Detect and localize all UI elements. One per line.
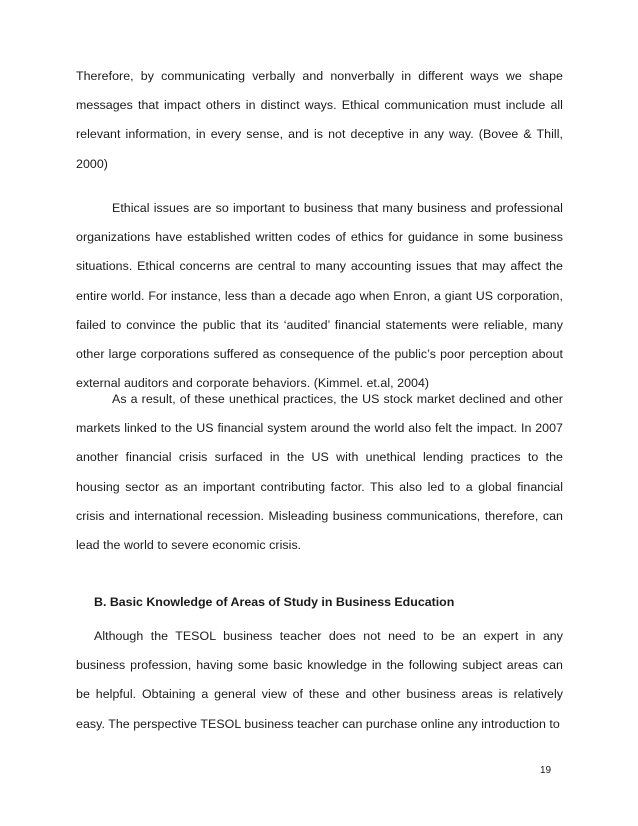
section-heading: B. Basic Knowledge of Areas of Study in Business Education (94, 595, 455, 609)
paragraph-unethical-practices: As a result, of these unethical practices, the US stock market declined and other markets linked to the US financial system around the world also felt the impact. In 2007 another financial crisis surfaced in the US with unethical lending practices to the housing sector as an important contributing factor. This also led to a global financial crisis and international recession. Misleading business communications, therefore, can lead the world to severe economic crisis. (76, 392, 563, 553)
paragraph-tesol-teacher: Although the TESOL business teacher does not need to be an expert in any business profession, having some basic knowledge in the following subject areas can be helpful. Obtaining a general view of these and other business areas is relatively easy. The perspective TESOL business teacher can purchase online any introduction to (76, 629, 563, 731)
page-number: 19 (540, 765, 552, 776)
paragraph-ethical-issues: Ethical issues are so important to business that many business and professional organizations have established written codes of ethics for guidance in some business situations. Ethical concerns are central to many accounting issues that may affect the entire world. For instance, less than a decade ago when Enron, a giant US corporation, failed to convince the public that its ‘audited’ financial statements were reliable, many other large corporations suffered as consequence of the public’s poor perception about external auditors and corporate behaviors. (Kimmel. et.al, 2004) (76, 201, 563, 391)
paragraph-ethical-communication: Therefore, by communicating verbally and nonverbally in different ways we shape messages that impact others in distinct ways. Ethical communication must include all relevant information, in every sense, and is not deceptive in any way. (Bovee & Thill, 2000) (76, 69, 563, 171)
